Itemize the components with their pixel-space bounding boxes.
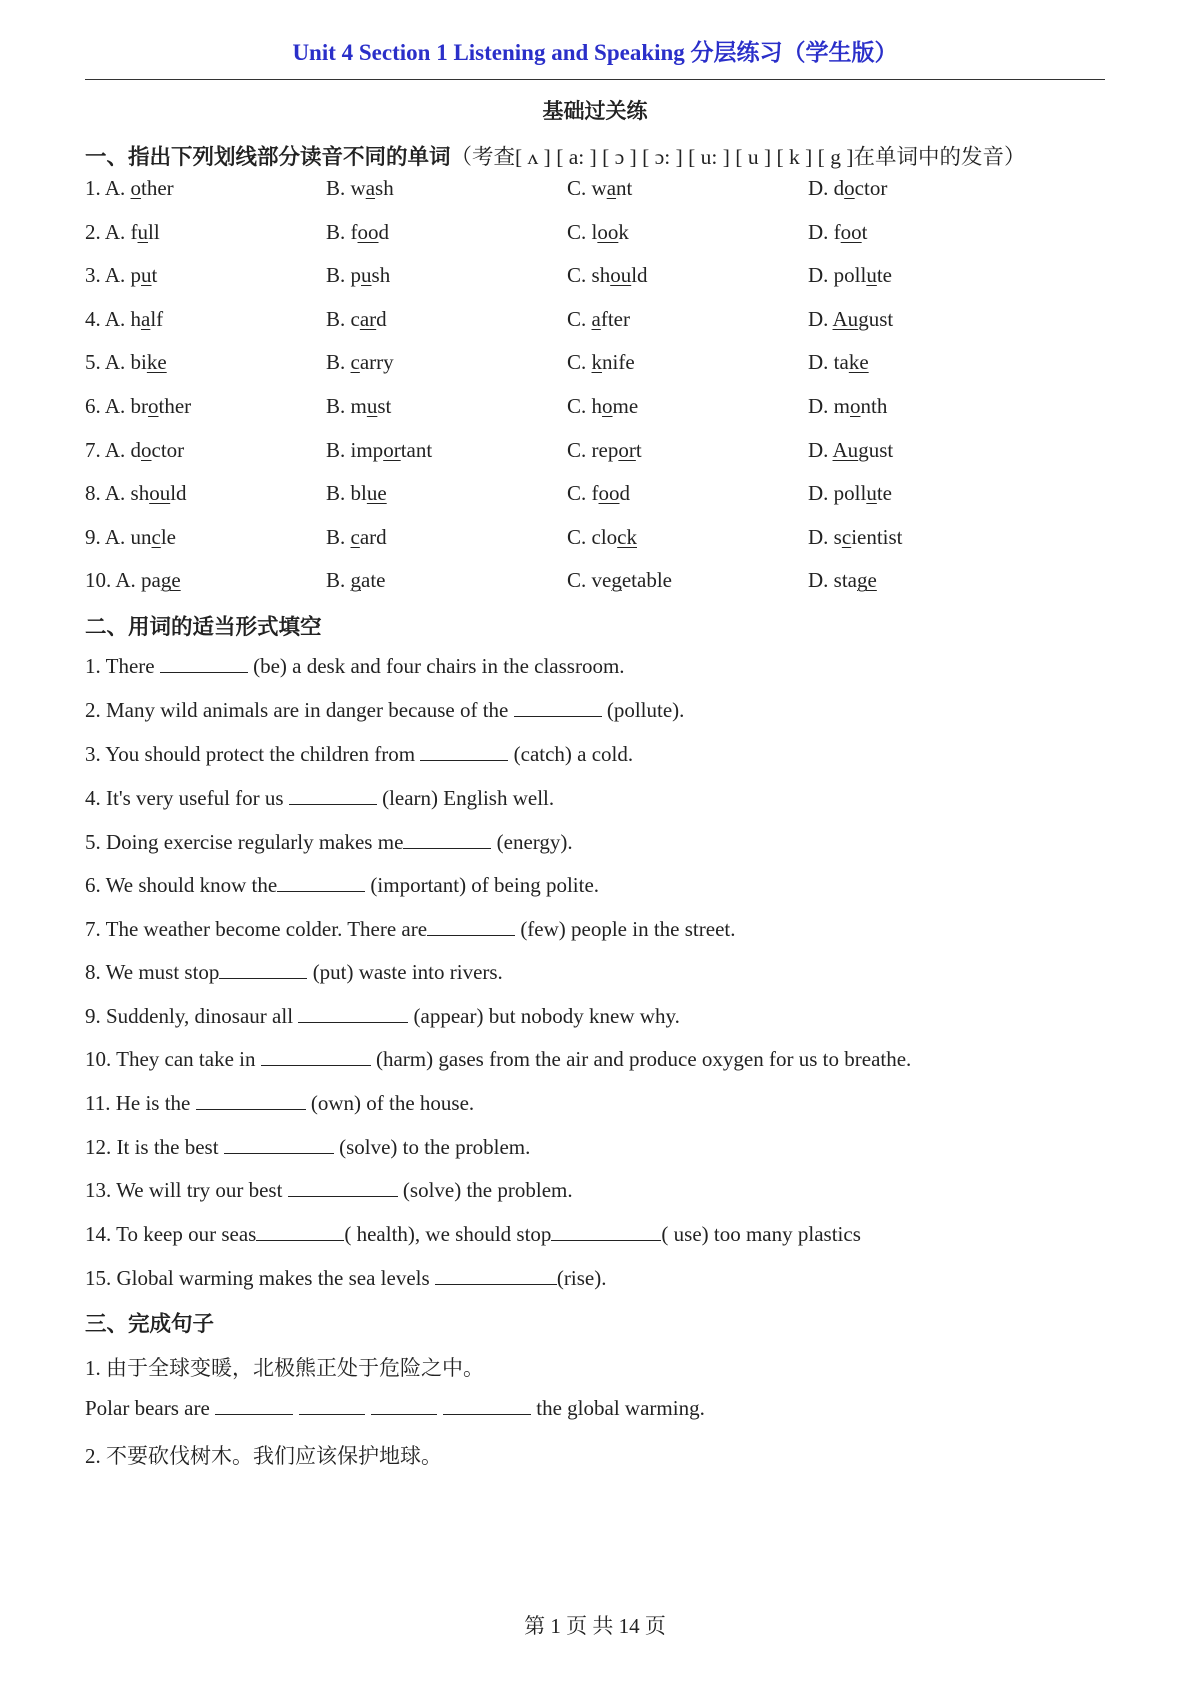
option-b[interactable] <box>326 307 387 332</box>
question-number: 8. <box>85 481 101 506</box>
item-hint: ( health), we should stop <box>344 1222 552 1246</box>
answer-blank[interactable] <box>435 1266 557 1285</box>
question-number: 2. <box>85 219 101 244</box>
question-number: 5. <box>85 350 101 375</box>
item-hint: (energy). <box>491 830 573 854</box>
underlined-letters: a <box>141 306 151 331</box>
option-d[interactable] <box>808 350 869 375</box>
option-c[interactable] <box>567 176 632 201</box>
fill-in-item <box>85 786 554 811</box>
fill-in-item <box>85 698 684 723</box>
answer-blank[interactable] <box>403 830 491 849</box>
option-c[interactable] <box>567 350 635 375</box>
option-label: A. <box>104 176 126 200</box>
option-label: C. <box>567 481 587 506</box>
underlined-letters: ke <box>848 350 869 375</box>
item-text: 2. Many wild animals are in danger because of the <box>85 698 514 722</box>
underlined-letters: a <box>606 176 617 200</box>
question-number: 1. <box>85 176 101 200</box>
answer-blank[interactable] <box>224 1135 334 1154</box>
word-part: un <box>130 524 152 549</box>
answer-blank[interactable] <box>298 1004 408 1023</box>
question-number: 6. <box>85 394 101 418</box>
word-part: d <box>619 481 631 506</box>
option-label: B. <box>326 306 346 331</box>
option-label: D. <box>808 524 829 549</box>
underlined-letters: a <box>365 176 376 200</box>
word-part: ther <box>158 394 192 418</box>
option-label: A. <box>104 219 126 244</box>
word-part: sh <box>591 263 611 288</box>
word-part: f <box>833 219 841 244</box>
question-number: 9. <box>85 524 101 549</box>
option-label: A. <box>104 481 126 506</box>
item-text: 9. Suddenly, dinosaur all <box>85 1004 299 1028</box>
underlined-letters: k <box>591 350 603 375</box>
word-part: p <box>130 263 142 288</box>
answer-blank[interactable] <box>196 1091 306 1110</box>
option-label: B. <box>326 524 346 549</box>
answer-blank[interactable] <box>551 1222 661 1241</box>
option-d[interactable] <box>808 525 903 550</box>
word-part: m <box>350 394 367 418</box>
part3-q1-chinese: 1. 由于全球变暖，北极熊正处于危险之中。 <box>85 1356 484 1380</box>
fill-in-item <box>85 830 573 855</box>
underlined-letters: c <box>841 524 852 549</box>
option-label: C. <box>567 306 587 331</box>
item-text: 4. It's very useful for us <box>85 786 289 810</box>
part3-q1-before: Polar bears are <box>85 1396 216 1420</box>
answer-blank[interactable] <box>427 917 515 936</box>
underlined-letters: Au <box>832 306 859 331</box>
underlined-letters: ou <box>149 481 171 506</box>
word-part: k <box>618 219 629 244</box>
option-b[interactable] <box>326 350 394 375</box>
option-label: D. <box>808 263 829 288</box>
option-a[interactable] <box>85 394 191 419</box>
item-text: 10. They can take in <box>85 1047 261 1071</box>
item-hint: (appear) but nobody knew why. <box>408 1004 680 1028</box>
part1-heading-note: （考查[ ʌ ] [ a: ] [ ɔ ] [ ɔ: ] [ u: ] [ u ] [ k ] [ g ]在单词中的发音） <box>450 145 1026 169</box>
word-part: w <box>591 176 607 200</box>
option-d[interactable] <box>808 394 887 419</box>
underlined-letters: o <box>130 176 142 200</box>
option-label: B. <box>326 176 346 200</box>
item-hint: (rise). <box>556 1266 607 1290</box>
word-part: te <box>876 263 892 288</box>
word-part: s <box>833 524 842 549</box>
option-label: B. <box>326 394 346 418</box>
option-label: B. <box>326 568 346 593</box>
word-part: bl <box>350 481 367 506</box>
option-label: C. <box>567 176 587 200</box>
word-part: ard <box>359 524 387 549</box>
answer-blank[interactable] <box>420 742 508 761</box>
item-text: 1. There <box>85 654 160 678</box>
word-part: pa <box>141 568 161 593</box>
word-part: etable <box>621 568 672 593</box>
underlined-letters: g <box>350 568 362 593</box>
option-d[interactable] <box>808 481 892 506</box>
word-part: me <box>612 394 639 418</box>
option-d[interactable] <box>808 307 893 332</box>
word-part: tant <box>400 437 433 462</box>
option-c[interactable] <box>567 438 642 463</box>
option-d[interactable] <box>808 568 877 593</box>
word-part: poll <box>833 481 867 506</box>
item-text: 13. We will try our best <box>85 1178 288 1202</box>
word-part: d <box>378 219 390 244</box>
item-hint: (put) waste into rivers. <box>307 960 503 984</box>
answer-blank[interactable] <box>219 960 307 979</box>
word-part: m <box>833 394 851 418</box>
section-title: 基础过关练 <box>542 99 648 123</box>
word-part: c <box>350 306 360 331</box>
option-label: C. <box>567 263 587 288</box>
option-c[interactable] <box>567 394 638 419</box>
underlined-letters: o <box>141 437 152 462</box>
item-text: 8. We must stop <box>85 960 220 984</box>
option-label: A. <box>104 350 126 375</box>
option-label: B. <box>326 263 346 288</box>
option-c[interactable] <box>567 568 672 593</box>
word-part: sh <box>130 481 150 506</box>
option-label: A. <box>104 263 126 288</box>
option-d[interactable] <box>808 263 892 288</box>
item-text: 14. To keep our seas <box>85 1222 257 1246</box>
underlined-letters: ue <box>366 481 387 506</box>
item-hint: (solve) to the problem. <box>333 1135 531 1159</box>
word-part: sh <box>375 176 394 200</box>
option-a[interactable] <box>85 176 174 201</box>
option-label: D. <box>808 350 829 375</box>
word-part: f <box>350 219 358 244</box>
option-c[interactable] <box>567 263 648 288</box>
word-part: ctor <box>151 437 185 462</box>
word-part: gust <box>858 437 894 462</box>
fill-in-item <box>85 1135 530 1160</box>
part3-q2-chinese: 2. 不要砍伐树木。我们应该保护地球。 <box>85 1444 442 1468</box>
item-hint: (important) of being polite. <box>365 873 600 897</box>
option-a[interactable] <box>85 438 184 463</box>
option-label: B. <box>326 481 346 506</box>
option-label: D. <box>808 481 829 506</box>
item-hint: (solve) the problem. <box>397 1178 573 1202</box>
word-part: poll <box>833 263 867 288</box>
word-part: h <box>591 394 603 418</box>
question-number: 10. <box>85 568 112 593</box>
underlined-letters: ou <box>610 263 632 288</box>
fill-in-item <box>85 960 503 985</box>
underlined-letters: Au <box>832 437 859 462</box>
page-footer: 第 1 页 共 14 页 <box>524 1614 666 1638</box>
fill-in-item <box>85 742 633 767</box>
answer-blank[interactable] <box>215 1396 293 1415</box>
word-part: d <box>130 437 142 462</box>
underlined-letters: o <box>844 176 855 200</box>
word-part: rep <box>591 437 619 462</box>
word-part: h <box>130 306 142 331</box>
word-part: bi <box>130 350 147 375</box>
underlined-letters: ar <box>359 306 377 331</box>
fill-in-item <box>85 1047 911 1072</box>
part1-heading-text: 一、指出下列划线部分读音不同的单词 <box>85 145 451 169</box>
item-hint: (learn) English well. <box>376 786 555 810</box>
option-label: D. <box>808 176 829 200</box>
word-part: t <box>151 263 158 288</box>
word-part: ld <box>170 481 187 506</box>
option-c[interactable] <box>567 220 629 245</box>
underlined-letters: or <box>618 437 636 462</box>
word-part: d <box>833 176 845 200</box>
underlined-letters: c <box>350 350 360 375</box>
option-label: C. <box>567 568 587 593</box>
underlined-letters: oo <box>840 219 862 244</box>
word-part: ctor <box>854 176 888 200</box>
underlined-letters: ke <box>146 350 167 375</box>
word-part: nt <box>616 176 633 200</box>
question-number: 4. <box>85 306 101 331</box>
option-label: A. <box>104 437 126 462</box>
answer-blank[interactable] <box>514 698 602 717</box>
underlined-letters: o <box>602 394 613 418</box>
item-text: 6. We should know the <box>85 873 278 897</box>
underlined-letters: a <box>591 306 601 331</box>
item-text: 11. He is the <box>85 1091 196 1115</box>
word-part: ta <box>833 350 849 375</box>
word-part: ate <box>361 568 386 593</box>
item-text: 5. Doing exercise regularly makes me <box>85 830 404 854</box>
item-text: 12. It is the best <box>85 1135 224 1159</box>
option-a[interactable] <box>85 263 157 288</box>
option-a[interactable] <box>85 220 160 245</box>
answer-blank[interactable] <box>160 654 248 673</box>
word-part: le <box>160 524 176 549</box>
word-part: clo <box>591 524 618 549</box>
option-b[interactable] <box>326 263 390 288</box>
option-label: B. <box>326 350 346 375</box>
option-d[interactable] <box>808 176 887 201</box>
option-label: C. <box>567 437 587 462</box>
underlined-letters: oo <box>357 219 379 244</box>
word-part: st <box>377 394 392 418</box>
underlined-letters: oo <box>597 219 619 244</box>
word-part: nth <box>860 394 888 418</box>
header-divider <box>85 79 1105 80</box>
word-part: fter <box>600 306 630 331</box>
word-part: br <box>130 394 149 418</box>
option-label: C. <box>567 524 587 549</box>
fill-in-item <box>85 1222 861 1247</box>
word-part: f <box>130 219 138 244</box>
answer-blank[interactable] <box>443 1396 531 1415</box>
part2-heading: 二、用词的适当形式填空 <box>85 615 322 639</box>
underlined-letters: o <box>850 394 861 418</box>
word-part: p <box>350 263 362 288</box>
word-part: te <box>876 481 892 506</box>
word-part: ve <box>591 568 612 593</box>
answer-blank[interactable] <box>256 1222 344 1241</box>
part3-q1-english <box>85 1396 705 1421</box>
question-number: 7. <box>85 437 101 462</box>
option-d[interactable] <box>808 438 893 463</box>
header-title: Unit 4 Section 1 Listening and Speaking 分层练习（学生版） <box>292 40 898 65</box>
item-hint: (harm) gases from the air and produce oxygen for us to breathe. <box>370 1047 912 1071</box>
option-c[interactable] <box>567 307 630 332</box>
underlined-letters: ck <box>617 524 637 549</box>
question-number: 3. <box>85 263 101 288</box>
answer-blank[interactable] <box>261 1047 371 1066</box>
fill-in-item <box>85 1178 573 1203</box>
option-b[interactable] <box>326 568 386 593</box>
underlined-letters: ge <box>160 568 181 593</box>
item-text: 7. The weather become colder. There are <box>85 917 428 941</box>
option-label: A. <box>104 524 126 549</box>
option-label: D. <box>808 306 829 331</box>
option-label: D. <box>808 437 829 462</box>
word-part: gust <box>858 306 894 331</box>
part3-q1-after: the global warming. <box>531 1396 705 1420</box>
option-label: C. <box>567 394 587 418</box>
word-part: t <box>861 219 868 244</box>
underlined-letters: u <box>866 481 877 506</box>
underlined-letters: u <box>866 263 877 288</box>
answer-blank[interactable] <box>289 786 377 805</box>
option-label: D. <box>808 568 829 593</box>
part1-heading <box>85 140 1125 171</box>
option-b[interactable] <box>326 220 389 245</box>
fill-in-item <box>85 1004 680 1029</box>
option-d[interactable] <box>808 220 868 245</box>
word-part: d <box>376 306 387 331</box>
fill-in-item <box>85 873 599 898</box>
option-label: B. <box>326 219 346 244</box>
underlined-letters: c <box>350 524 360 549</box>
word-part: nife <box>602 350 635 375</box>
option-label: D. <box>808 394 829 418</box>
item-hint: (be) a desk and four chairs in the classroom. <box>247 654 625 678</box>
option-b[interactable] <box>326 438 432 463</box>
word-part: l <box>591 219 598 244</box>
option-label: D. <box>808 219 829 244</box>
fill-in-item <box>85 654 625 679</box>
answer-blank[interactable] <box>288 1178 398 1197</box>
word-part: ientist <box>851 524 903 549</box>
word-part: arry <box>359 350 394 375</box>
option-label: B. <box>326 437 346 462</box>
underlined-letters: ge <box>857 568 877 593</box>
option-a[interactable] <box>85 350 167 375</box>
option-b[interactable] <box>326 481 387 506</box>
word-part: ther <box>141 176 174 200</box>
part3-heading: 三、完成句子 <box>85 1312 215 1336</box>
word-part: imp <box>350 437 384 462</box>
underlined-letters: or <box>383 437 401 462</box>
word-part: ld <box>631 263 648 288</box>
item-hint: (catch) a cold. <box>508 742 634 766</box>
word-part: t <box>635 437 642 462</box>
word-part: sh <box>371 263 391 288</box>
word-part: f <box>591 481 599 506</box>
option-label: A. <box>104 306 126 331</box>
option-b[interactable] <box>326 176 394 201</box>
item-hint: (pollute). <box>601 698 685 722</box>
word-part: w <box>350 176 366 200</box>
option-a[interactable] <box>85 525 176 550</box>
option-label: A. <box>104 394 126 418</box>
option-label: C. <box>567 350 587 375</box>
option-b[interactable] <box>326 394 391 419</box>
underlined-letters: u <box>366 394 378 418</box>
option-c[interactable] <box>567 525 637 550</box>
underlined-letters: u <box>137 219 149 244</box>
option-a[interactable] <box>85 307 163 332</box>
fill-in-item <box>85 1091 474 1116</box>
underlined-letters: u <box>141 263 152 288</box>
underlined-letters: oo <box>598 481 620 506</box>
option-label: A. <box>115 568 136 593</box>
underlined-letters: c <box>151 524 161 549</box>
answer-blank[interactable] <box>371 1396 437 1415</box>
option-c[interactable] <box>567 481 630 506</box>
item-hint: (own) of the house. <box>305 1091 475 1115</box>
answer-blank[interactable] <box>299 1396 365 1415</box>
word-part: sta <box>833 568 857 593</box>
item-text: 3. You should protect the children from <box>85 742 421 766</box>
option-label: C. <box>567 219 587 244</box>
option-b[interactable] <box>326 525 387 550</box>
fill-in-item <box>85 1266 606 1291</box>
underlined-letters: o <box>148 394 159 418</box>
item-hint: (few) people in the street. <box>515 917 736 941</box>
option-a[interactable] <box>85 568 181 593</box>
option-a[interactable] <box>85 481 187 506</box>
underlined-letters: g <box>611 568 622 593</box>
underlined-letters: u <box>361 263 372 288</box>
word-part: lf <box>150 306 164 331</box>
item-text: 15. Global warming makes the sea levels <box>85 1266 435 1290</box>
item-hint: ( use) too many plastics <box>661 1222 861 1246</box>
answer-blank[interactable] <box>277 873 365 892</box>
word-part: ll <box>148 219 160 244</box>
fill-in-item <box>85 917 735 942</box>
